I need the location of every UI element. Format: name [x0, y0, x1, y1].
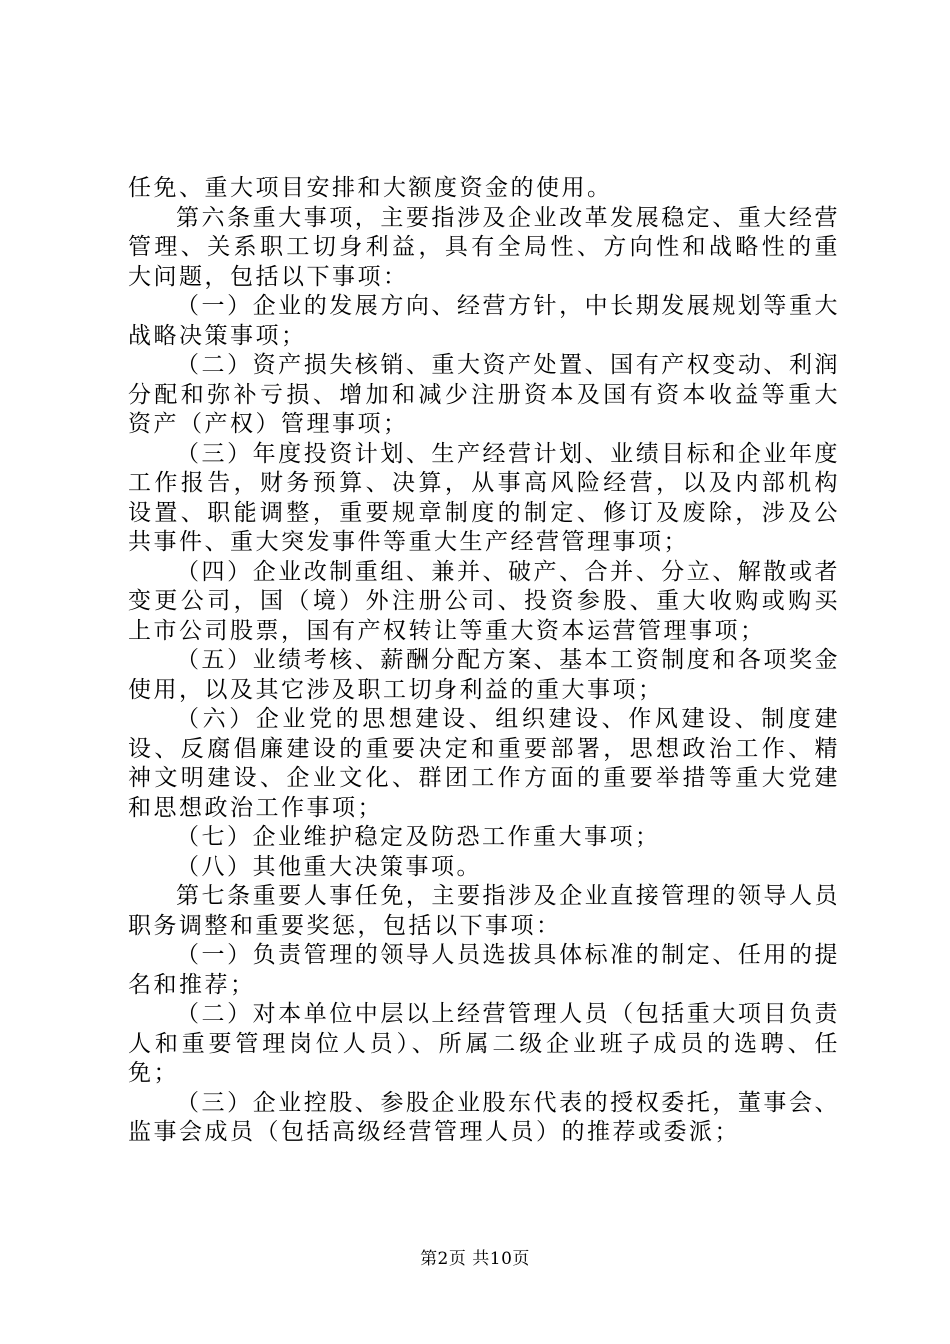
paragraph-item-1: （一）企业的发展方向、经营方针，中长期发展规划等重大战略决策事项；	[128, 293, 840, 349]
paragraph-item-8: （八）其他重大决策事项。	[176, 853, 482, 880]
paragraph-0: 任免、重大项目安排和大额度资金的使用。	[128, 175, 613, 201]
paragraph-item-7: （七）企业维护稳定及防恐工作重大事项；	[176, 824, 661, 850]
paragraph-article-7: 第七条重要人事任免，主要指涉及企业直接管理的领导人员职务调整和重要奖惩，包括以下事项：	[128, 883, 840, 939]
paragraph-item-4: （四）企业改制重组、兼并、破产、合并、分立、解散或者变更公司，国（境）外注册公司、投资参股、重大收购或购买上市公司股票，国有产权转让等重大资本运营管理事项；	[128, 558, 840, 644]
paragraph-personnel-item-2: （二）对本单位中层以上经营管理人员（包括重大项目负责人和重要管理岗位人员）、所属二级企业班子成员的选聘、任免；	[128, 1001, 840, 1086]
paragraph-item-5: （五）业绩考核、薪酬分配方案、基本工资制度和各项奖金使用，以及其它涉及职工切身利益的重大事项；	[128, 647, 840, 703]
paragraph-personnel-item-3: （三）企业控股、参股企业股东代表的授权委托，董事会、监事会成员（包括高级经营管理人员）的推荐或委派；	[128, 1089, 840, 1145]
page-number-footer: 第2页 共10页	[420, 1249, 530, 1269]
paragraph-item-3: （三）年度投资计划、生产经营计划、业绩目标和企业年度工作报告，财务预算、决算，从事高风险经营，以及内部机构设置、职能调整，重要规章制度的制定、修订及废除，涉及公共事件、重大突发事件等重大生产经营管理事项；	[128, 440, 840, 555]
paragraph-item-6: （六）企业党的思想建设、组织建设、作风建设、制度建设、反腐倡廉建设的重要决定和重要部署，思想政治工作、精神文明建设、企业文化、群团工作方面的重要举措等重大党建和思想政治工作事项；	[128, 706, 840, 821]
paragraph-personnel-item-1: （一）负责管理的领导人员选拔具体标准的制定、任用的提名和推荐；	[128, 942, 840, 998]
paragraph-article-6: 第六条重大事项，主要指涉及企业改革发展稳定、重大经营管理、关系职工切身利益，具有全局性、方向性和战略性的重大问题，包括以下事项：	[128, 204, 840, 290]
document-body	[128, 174, 840, 1148]
paragraph-item-2: （二）资产损失核销、重大资产处置、国有产权变动、利润分配和弥补亏损、增加和减少注册资本及国有资本收益等重大资产（产权）管理事项；	[128, 352, 840, 437]
